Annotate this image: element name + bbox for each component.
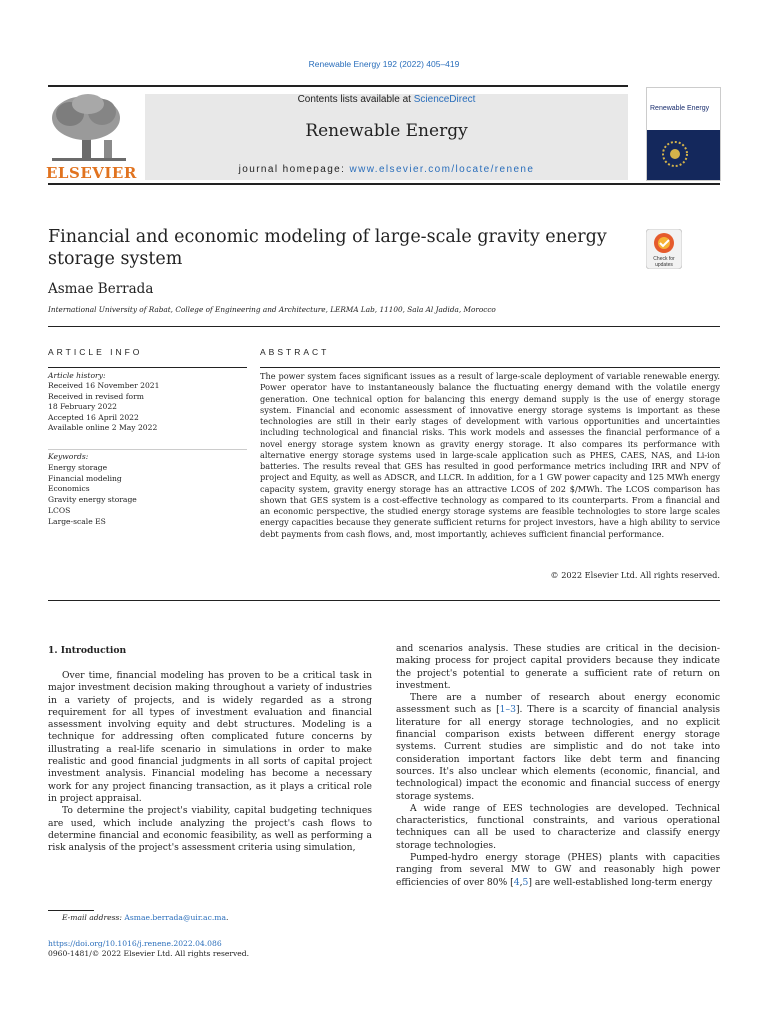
- body-paragraph: [396, 692, 720, 803]
- journal-citation[interactable]: Renewable Energy 192 (2022) 405–419: [308, 59, 460, 69]
- email-footnote: [62, 913, 228, 922]
- article-history: [48, 371, 247, 433]
- abstract-copyright: © 2022 Elsevier Ltd. All rights reserved.: [550, 570, 720, 580]
- author-name[interactable]: Asmae Berrada: [48, 281, 154, 297]
- header-bottom-rule: [48, 183, 720, 185]
- paragraph-text: Pumped-hydro energy storage (PHES) plants with capacities ranging from several MW to GW and reasonably high power efficiencies of over 80% [: [396, 852, 720, 888]
- contents-line: [145, 94, 628, 105]
- keywords-rule: [48, 449, 247, 450]
- body-paragraph: [396, 852, 720, 889]
- history-label: Article history:: [48, 371, 106, 380]
- journal-banner: [145, 94, 628, 180]
- keyword-item: Economics: [48, 484, 90, 494]
- footnote-rule: [48, 910, 94, 911]
- contents-prefix: Contents lists available at: [297, 94, 414, 105]
- paragraph-text: ] are well-established long-term energy: [528, 876, 713, 888]
- history-item: Accepted 16 April 2022: [48, 412, 139, 422]
- email-link[interactable]: Asmae.berrada@uir.ac.ma: [124, 913, 226, 922]
- section-heading-introduction: 1. Introduction: [48, 645, 127, 656]
- article-title: Financial and economic modeling of large-scale gravity energy storage system: [48, 227, 607, 269]
- svg-text:updates: updates: [655, 262, 673, 268]
- abstract-heading: ABSTRACT: [260, 347, 330, 357]
- doi-block: [48, 939, 249, 959]
- body-paragraph: A wide range of EES technologies are developed. Technical characteristics, functional constraints, and various operational techniques can all be used to characterize and classify energy storage technologies.: [396, 802, 720, 851]
- body-paragraph: Over time, financial modeling has proven to be a critical task in major investment decision making throughout a variety of industries in a variety of projects, and is widely regarded as a strong requirement for all types of investment evaluation and financial assessment involving equity and debt structures. Modeling is a technique for addressing often complicated future concerns by illustrating a real-life scenario in simulations in order to make realistic and good financial judgments in all sorts of capital project investment analysis. Financial modeling has become a necessary work for any project financing transaction, as it plays a critical role in project appraisal.: [48, 670, 372, 804]
- keywords-label: Keywords:: [48, 452, 89, 461]
- elsevier-logo: [46, 92, 137, 182]
- title-rule: [48, 326, 720, 327]
- article-info-heading: ARTICLE INFO: [48, 347, 143, 357]
- cover-band: [647, 130, 720, 180]
- sciencedirect-link[interactable]: ScienceDirect: [413, 94, 476, 105]
- body-column-right: [396, 643, 720, 889]
- citation-link[interactable]: 4: [513, 876, 520, 888]
- citation-separator: ,: [519, 876, 523, 888]
- homepage-line: [145, 164, 628, 175]
- check-for-updates-badge[interactable]: [646, 229, 682, 269]
- homepage-prefix: journal homepage:: [238, 164, 350, 175]
- check-updates-icon: [646, 229, 682, 269]
- email-label: E-mail address:: [62, 913, 125, 922]
- abstract-bottom-rule: [48, 600, 720, 601]
- header-top-rule: [48, 85, 628, 87]
- cover-title: Renewable Energy: [650, 105, 710, 112]
- paragraph-text: ]. There is a scarcity of financial analysis literature for all energy storage technologies, and no explicit financial comparison exists between different energy storage systems. Current studies are simplistic and do not take into consideration important factors like debt term and financing sources. It's also unclear which elements (economic, financial, and technological) impact the economic and financial success of energy storage systems.: [396, 704, 721, 802]
- issn-line: 0960-1481/© 2022 Elsevier Ltd. All rights reserved.: [48, 949, 250, 958]
- keyword-item: Financial modeling: [48, 473, 122, 483]
- abstract-text: The power system faces significant issues as a result of large-scale deployment of variable renewable energy. Power operator have to instantaneously balance the fluctuating energy demand with the volatile energy generation. One technical option for balancing this energy demand supply is the use of energy storage system. Financial and economic assessment of innovative energy storage systems is important as these technologies are still in their early stages of development with various opportunities and uncertainties including technological and financial risks. This work models and assesses the financial performance of a novel energy storage system known as gravity energy storage. It also compares its performance with alternative energy storage systems used in large-scale application such as PHES, CAES, NAS, and Li-ion batteries. The results reveal that GES has resulted in good performance metrics including IRR and NPV of project and Equity, as well as ADSCR, and LLCR. In addition, for a 1 GW power capacity and 125 MWh energy capacity system, gravity energy storage has an attractive LCOS of 202 $/MWh. The LCOS comparison has shown that GES system is a cost-effective technology as compared to its counterparts. From a financial and an economic perspective, the studied energy storage systems are feasible technologies to store large scales energy capacities because they generate sufficient returns for project investors, have a high ability to service debt payments from cash flows, and, most importantly, achieves sufficient financial performance.: [260, 371, 720, 539]
- homepage-link[interactable]: www.elsevier.com/locate/renene: [349, 164, 535, 175]
- citation-link[interactable]: 5: [522, 876, 529, 888]
- keyword-item: Large-scale ES: [48, 516, 106, 526]
- elsevier-tree-icon: [46, 92, 132, 164]
- body-paragraph: and scenarios analysis. These studies are critical in the decision-making process for project capital providers because they indicate the project's potential to generate a sufficient rate of return on investment.: [396, 643, 720, 691]
- history-item: Available online 2 May 2022: [48, 423, 158, 433]
- publisher-name: ELSEVIER: [46, 164, 137, 182]
- journal-cover[interactable]: [646, 87, 721, 181]
- history-item: 18 February 2022: [48, 402, 117, 412]
- keywords-list: [48, 452, 247, 528]
- cover-globe-icon: [647, 130, 720, 180]
- history-item: Received 16 November 2021: [48, 381, 160, 391]
- article-info-rule: [48, 367, 247, 368]
- doi-link[interactable]: https://doi.org/10.1016/j.renene.2022.04.086: [48, 939, 222, 948]
- paragraph-text: There are a number of research about energy economic assessment such as [: [396, 692, 720, 716]
- email-suffix: .: [225, 913, 229, 922]
- keyword-item: Gravity energy storage: [48, 495, 137, 505]
- author-affiliation: International University of Rabat, College of Engineering and Architecture, LERMA Lab, 11100, Sala Al Jadida, Morocco: [48, 305, 496, 314]
- journal-name: Renewable Energy: [305, 121, 468, 141]
- svg-text:Check for: Check for: [653, 256, 675, 262]
- history-item: Received in revised form: [48, 391, 144, 401]
- abstract-rule: [260, 367, 720, 368]
- keyword-item: Energy storage: [48, 462, 108, 472]
- citation-link[interactable]: 1–3: [499, 704, 516, 716]
- body-column-left: [48, 670, 372, 854]
- body-paragraph: To determine the project's viability, capital budgeting techniques are used, which include analyzing the project's cash flows to determine financial and economic feasibility, as well as performing a risk analysis of the project's assessment criteria using simulation,: [48, 805, 372, 854]
- keyword-item: LCOS: [48, 505, 71, 515]
